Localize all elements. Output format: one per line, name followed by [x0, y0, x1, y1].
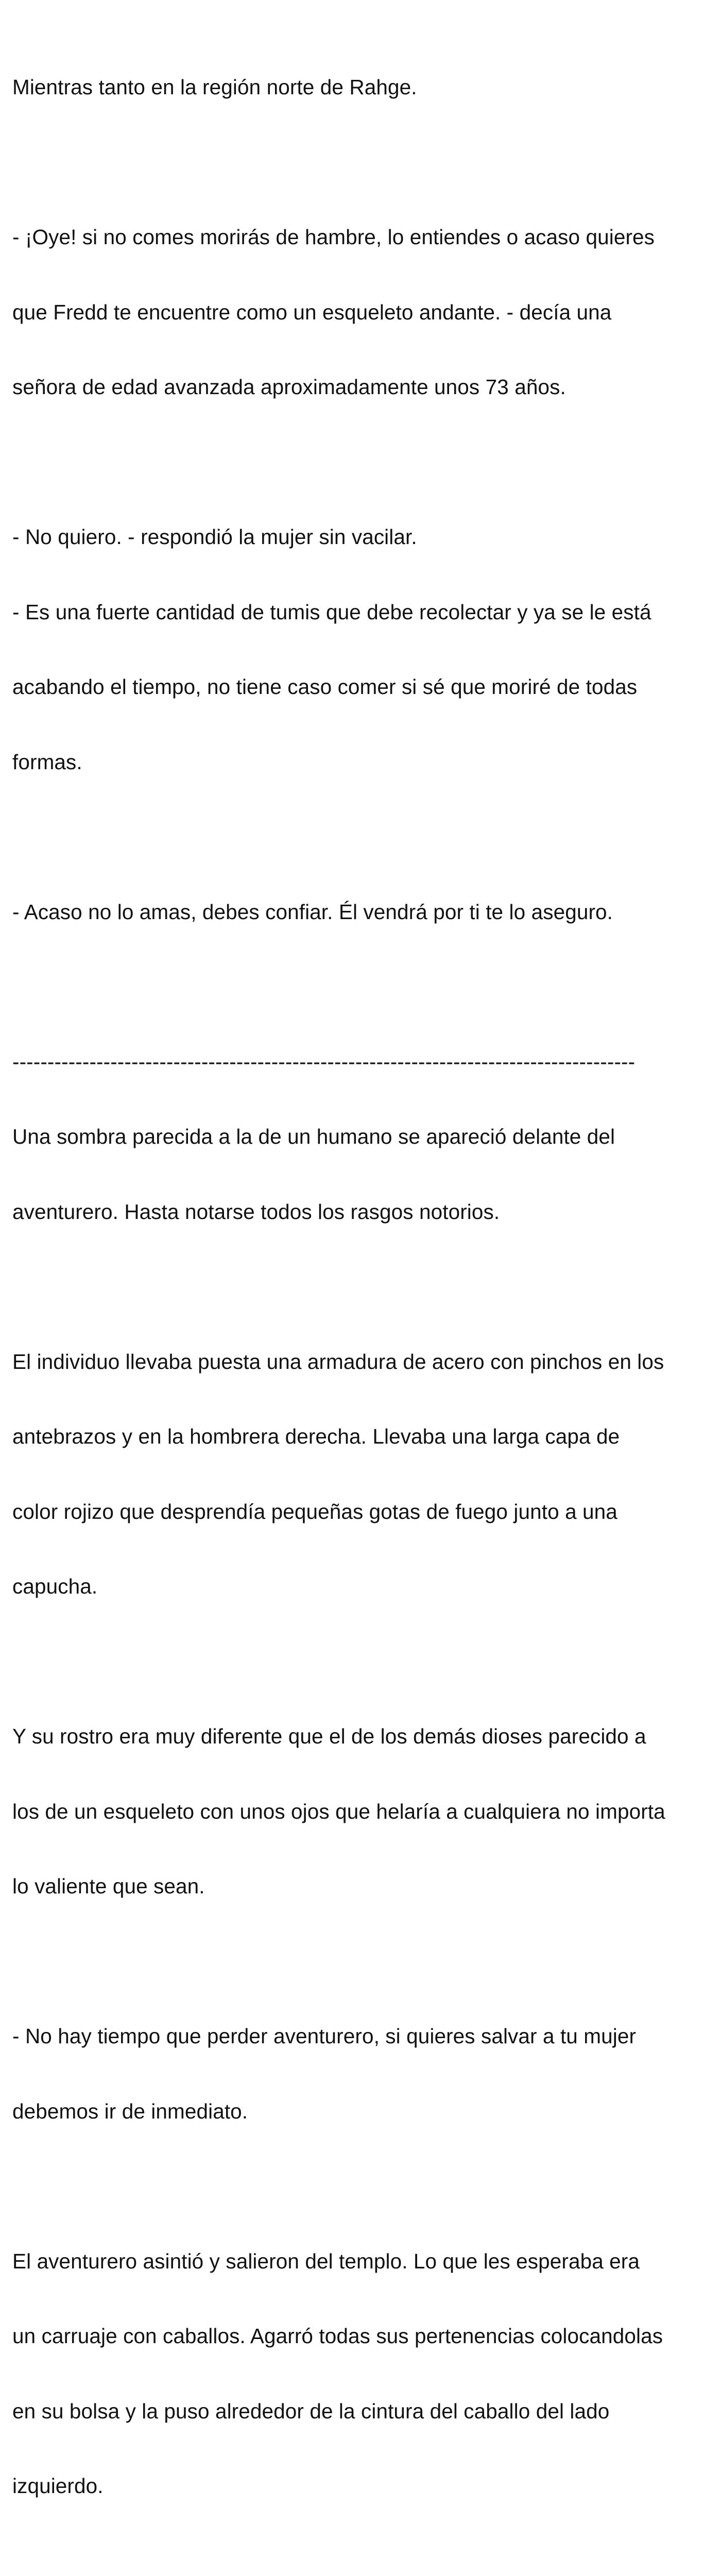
- text-line: en su bolsa y la puso alrededor de la cintura del caballo del lado: [12, 2399, 610, 2423]
- text-line: - No quiero. - respondió la mujer sin vacilar.: [12, 525, 417, 549]
- text-line: izquierdo.: [12, 2474, 104, 2498]
- blank-line: [12, 824, 719, 850]
- blank-line: [12, 2174, 719, 2199]
- blank-line: [12, 1949, 719, 1974]
- blank-line: [12, 1649, 719, 1674]
- text-line: - No hay tiempo que perder aventurero, si quieres salvar a tu mujer: [12, 2024, 637, 2048]
- blank-line: [12, 974, 719, 999]
- text-line: - ¡Oye! si no comes morirás de hambre, lo entiendes o acaso quieres: [12, 225, 655, 249]
- text-line: Una sombra parecida a la de un humano se apareció delante del: [12, 1125, 615, 1148]
- text-line: El aventurero asintió y salieron del templo. Lo que les esperaba era: [12, 2249, 640, 2273]
- text-line: aventurero. Hasta notarse todos los rasgos notorios.: [12, 1199, 500, 1224]
- text-line: los de un esqueleto con unos ojos que helaría a cualquiera no importa: [12, 1799, 665, 1823]
- text-line: color rojizo que desprendía pequeñas gotas de fuego junto a una: [12, 1499, 617, 1523]
- text-line: Mientras tanto en la región norte de Rahge.: [12, 75, 417, 99]
- blank-line: [12, 2549, 719, 2574]
- text-line: - Es una fuerte cantidad de tumis que debe recolectar y ya se le está: [12, 600, 651, 624]
- section-divider: -----------------------------------------------------------------------------------------: [12, 1049, 636, 1074]
- text-line: - Acaso no lo amas, debes confiar. Él vendrá por ti te lo aseguro.: [12, 900, 613, 924]
- text-line: acabando el tiempo, no tiene caso comer si sé que moriré de todas: [12, 675, 638, 699]
- text-line: señora de edad avanzada aproximadamente unos 73 años.: [12, 375, 566, 399]
- text-line: debemos ir de inmediato.: [12, 2099, 248, 2123]
- text-line: Y su rostro era muy diferente que el de los demás dioses parecido a: [12, 1724, 646, 1748]
- text-line: capucha.: [12, 1574, 98, 1598]
- document-body: [12, 25, 719, 2576]
- blank-line: [12, 1274, 719, 1299]
- text-line: antebrazos y en la hombrera derecha. Llevaba una larga capa de: [12, 1425, 620, 1448]
- text-line: que Fredd te encuentre como un esqueleto andante. - decía una: [12, 300, 612, 324]
- blank-line: [12, 450, 719, 475]
- text-line: lo valiente que sean.: [12, 1874, 205, 1898]
- text-line: formas.: [12, 750, 82, 774]
- text-line: El individuo llevaba puesta una armadura de acero con pinchos en los: [12, 1349, 664, 1374]
- text-line: un carruaje con caballos. Agarró todas sus pertenencias colocandolas: [12, 2324, 663, 2348]
- blank-line: [12, 150, 719, 175]
